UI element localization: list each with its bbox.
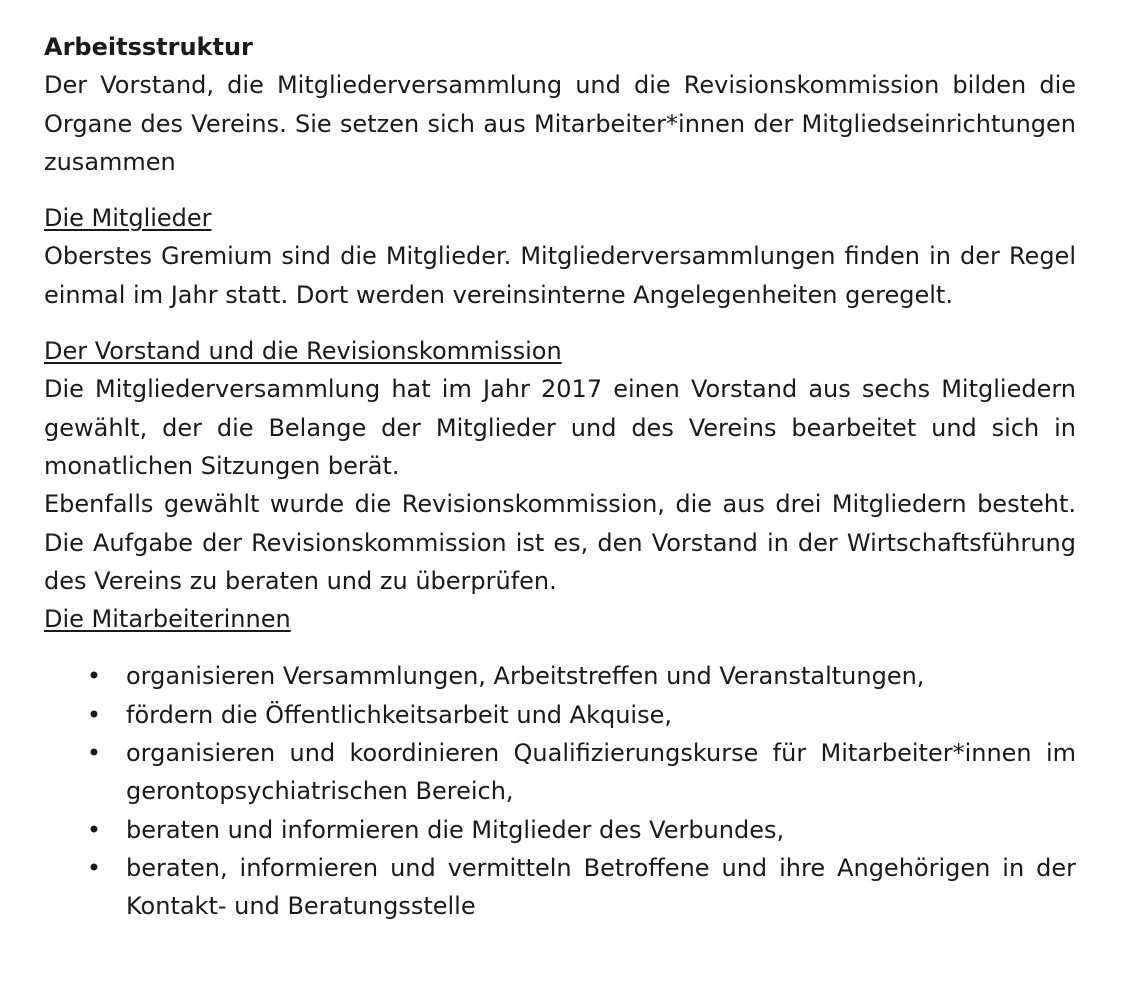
list-item: [44, 849, 1076, 926]
mitarbeiterinnen-task-list: [44, 657, 1076, 925]
list-item-text: organisieren und koordinieren Qualifizierungskurse für Mitarbeiter*innen im gerontopsychiatrischen Bereich,: [126, 739, 1076, 806]
mitglieder-heading: Die Mitglieder: [44, 204, 212, 233]
list-item: [44, 734, 1076, 811]
list-item: [44, 811, 1076, 849]
list-item-text: beraten, informieren und vermitteln Betroffene und ihre Angehörigen in der Kontakt- und Beratungsstelle: [126, 853, 1076, 921]
spacer: [44, 314, 1076, 332]
list-item: [44, 696, 1076, 734]
list-item: [44, 657, 1076, 695]
bullet-icon: •: [86, 700, 102, 729]
list-item-text: beraten und informieren die Mitglieder des Verbundes,: [126, 815, 785, 844]
document-page: [44, 28, 1076, 926]
intro-paragraph: Der Vorstand, die Mitgliederversammlung und die Revisionskommission bilden die Organe des Vereins. Sie setzen sich aus Mitarbeiter*innen der Mitgliedseinrichtungen zusammen: [44, 71, 1076, 176]
section-title: Arbeitsstruktur: [44, 33, 253, 61]
bullet-icon: •: [86, 815, 102, 844]
list-item-text: organisieren Versammlungen, Arbeitstreffen und Veranstaltungen,: [126, 662, 925, 691]
spacer: [44, 638, 1076, 657]
list-item-text: fördern die Öffentlichkeitsarbeit und Akquise,: [126, 700, 672, 729]
bullet-icon: •: [86, 739, 102, 768]
revisionskommission-paragraph: Ebenfalls gewählt wurde die Revisionskommission, die aus drei Mitgliedern besteht. Die Aufgabe der Revisionskommission ist es, den Vorstand in der Wirtschaftsführung des Vereins zu beraten und zu überprüfen.: [44, 490, 1076, 595]
mitarbeiterinnen-heading: Die Mitarbeiterinnen: [44, 605, 291, 634]
spacer: [44, 181, 1076, 199]
vorstand-paragraph: Die Mitgliederversammlung hat im Jahr 2017 einen Vorstand aus sechs Mitgliedern gewählt, der die Belange der Mitglieder und des Vereins bearbeitet und sich in monatlichen Sitzungen berät.: [44, 375, 1076, 480]
mitglieder-paragraph: Oberstes Gremium sind die Mitglieder. Mitgliederversammlungen finden in der Regel einmal im Jahr statt. Dort werden vereinsinterne Angelegenheiten geregelt.: [44, 242, 1076, 309]
bullet-icon: •: [86, 853, 102, 882]
vorstand-heading: Der Vorstand und die Revisionskommission: [44, 337, 562, 366]
bullet-icon: •: [86, 662, 102, 691]
